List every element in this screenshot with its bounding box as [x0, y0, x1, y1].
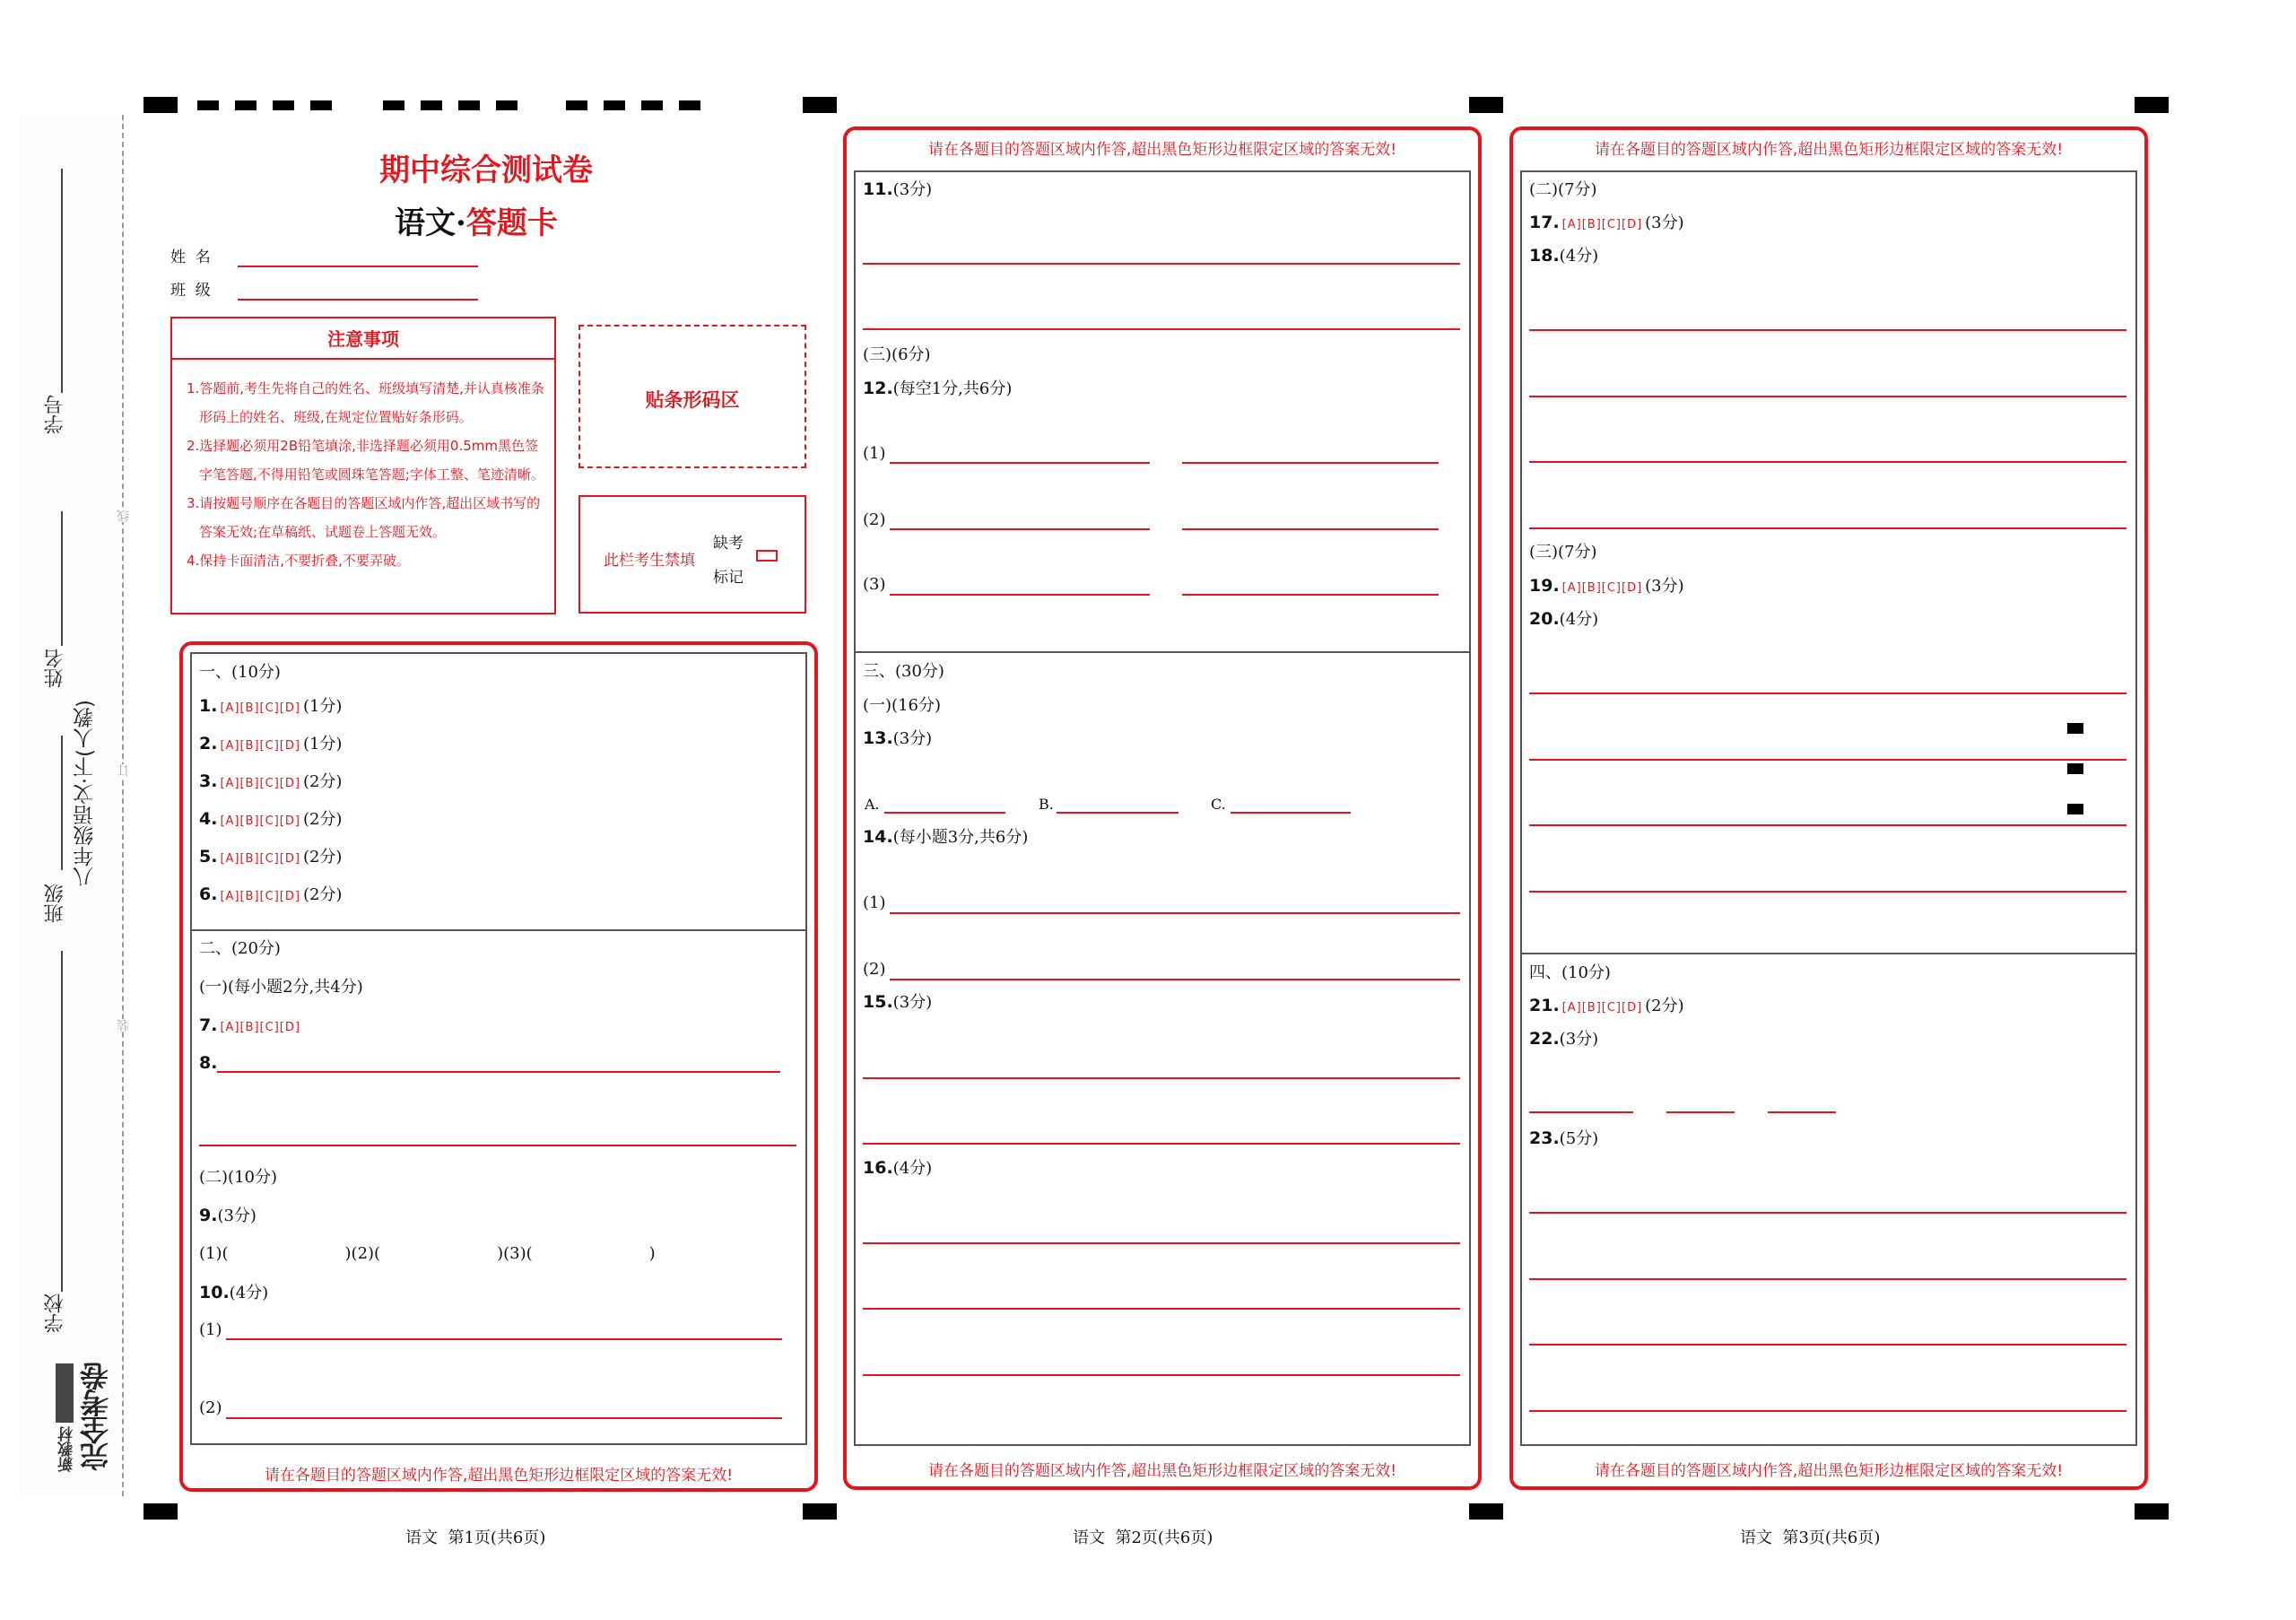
option-a: A.	[865, 796, 880, 813]
q-num: 20.	[1529, 609, 1560, 629]
timing-mark	[1469, 97, 1503, 113]
student-id-label: 学号	[44, 395, 66, 434]
subsection-heading: (三)(7分)	[1529, 543, 1597, 562]
answer-bubbles[interactable]: [A][B][C][D]	[220, 852, 300, 866]
choice-row	[1529, 997, 1684, 1015]
timing-mark	[197, 100, 219, 110]
answer-line[interactable]	[217, 1071, 780, 1073]
brand-logo-top: 新教材	[58, 1426, 76, 1472]
section-heading: 二、(20分)	[199, 939, 281, 958]
sub-label: (2)	[199, 1398, 222, 1417]
notice-list	[172, 360, 554, 575]
timing-mark	[803, 1503, 837, 1520]
absent-label-2: 标记	[713, 569, 744, 587]
q-label	[199, 1207, 257, 1224]
timing-mark	[1469, 1503, 1503, 1520]
warning-text: 请在各题目的答题区域内作答,超出黑色矩形边框限定区域的答案无效!	[1594, 1462, 2064, 1480]
position-mark	[2067, 804, 2083, 814]
answer-line[interactable]	[1529, 692, 2126, 694]
answer-line[interactable]	[1182, 594, 1439, 596]
position-mark	[2067, 723, 2083, 734]
answer-line[interactable]	[1768, 1111, 1836, 1113]
subsection-heading: (二)(7分)	[1529, 180, 1597, 199]
choice-row	[1529, 214, 1684, 231]
q-num: 11.	[863, 179, 893, 199]
subtitle-card: 答题卡	[465, 205, 558, 241]
timing-mark	[421, 100, 442, 110]
q-label	[1529, 1031, 1598, 1048]
q-num: 7.	[199, 1015, 218, 1035]
answer-bubbles[interactable]: [A][B][C][D]	[220, 701, 300, 715]
answer-bubbles[interactable]: [A][B][C][D]	[1561, 581, 1643, 595]
section-heading: 三、(30分)	[863, 662, 944, 681]
binding-mark-ding: 订	[117, 764, 131, 777]
choice-row	[199, 773, 342, 790]
score: (3分)	[217, 1206, 257, 1225]
binding-mark-xian: 线	[117, 510, 131, 522]
timing-mark	[641, 100, 663, 110]
choice-row	[1529, 578, 1684, 595]
timing-mark	[310, 100, 332, 110]
warning-text: 请在各题目的答题区域内作答,超出黑色矩形边框限定区域的答案无效!	[264, 1467, 734, 1485]
q-num: 10.	[199, 1283, 230, 1302]
answer-line[interactable]	[890, 528, 1150, 530]
answer-bubbles[interactable]: [A][B][C][D]	[1561, 1001, 1643, 1015]
absent-checkbox[interactable]	[756, 550, 778, 562]
answer-line[interactable]	[1529, 824, 2126, 826]
subsection-heading: (三)(6分)	[863, 345, 931, 364]
timing-mark	[803, 97, 837, 113]
barcode-label: 贴条形码区	[645, 389, 740, 411]
absent-box	[578, 495, 806, 614]
answer-line[interactable]	[1529, 396, 2126, 397]
score: (1分)	[302, 735, 343, 753]
brand-logo-box	[56, 1363, 74, 1423]
course-label: 八年级语文·下(人教)	[74, 700, 97, 888]
q-num: 1.	[199, 696, 218, 716]
choice-row	[199, 736, 342, 753]
timing-mark	[679, 100, 700, 110]
score: (3分)	[892, 993, 933, 1012]
answer-line[interactable]	[863, 1077, 1460, 1079]
q-num: 9.	[199, 1206, 218, 1225]
answer-bubbles[interactable]: [A][B][C][D]	[220, 890, 300, 903]
answer-line[interactable]	[226, 1338, 782, 1340]
notice-title: 注意事项	[172, 318, 554, 360]
timing-mark	[383, 100, 404, 110]
subsection-heading: (二)(10分)	[199, 1168, 277, 1187]
q-num: 18.	[1529, 246, 1560, 266]
position-mark	[2067, 763, 2083, 774]
notice-item: 3.请按题号顺序在各题目的答题区域内作答,超出区域书写的答案无效;在草稿纸、试题卷上答题无效。	[187, 495, 541, 540]
score: (3分)	[1559, 1030, 1599, 1049]
page-footer: 语文 第2页(共6页)	[1073, 1529, 1213, 1547]
answer-line[interactable]	[863, 1143, 1460, 1145]
q-num: 13.	[863, 728, 893, 748]
q-num: 17.	[1529, 213, 1560, 232]
q-label	[863, 730, 932, 747]
timing-mark	[458, 100, 480, 110]
q-num: 12.	[863, 379, 893, 398]
score: (2分)	[302, 848, 343, 867]
answer-line[interactable]	[1182, 528, 1439, 530]
q-num: 2.	[199, 734, 218, 753]
answer-line[interactable]	[863, 1242, 1460, 1244]
choice-row	[199, 849, 342, 866]
q-label	[863, 829, 1028, 846]
q-label	[1529, 1130, 1598, 1147]
page-footer: 语文 第3页(共6页)	[1740, 1529, 1881, 1547]
answer-line[interactable]	[863, 1308, 1460, 1310]
q9-answers[interactable]	[199, 1246, 656, 1262]
barcode-area	[578, 325, 806, 468]
answer-bubbles[interactable]: [A][B][C][D]	[220, 777, 300, 790]
answer-line[interactable]	[890, 912, 1460, 914]
q9-part-1: (1)(	[199, 1244, 229, 1263]
answer-line[interactable]	[1231, 812, 1351, 814]
timing-mark	[273, 100, 294, 110]
score: (2分)	[302, 772, 343, 791]
answer-line[interactable]	[863, 1374, 1460, 1376]
q-num: 21.	[1529, 996, 1560, 1015]
q-label	[863, 994, 932, 1011]
sidebar-line	[61, 951, 63, 1292]
section-divider	[190, 929, 807, 931]
answer-line[interactable]	[1529, 1410, 2126, 1412]
score: (2分)	[302, 810, 343, 829]
class-label-side: 班级	[44, 884, 66, 923]
subsection-heading: (一)(16分)	[863, 696, 941, 715]
timing-mark	[496, 100, 517, 110]
sub-label: (1)	[863, 893, 886, 912]
timing-mark	[235, 100, 257, 110]
brand-logo	[52, 1363, 111, 1489]
brand-logo-main: 完全考卷	[79, 1363, 113, 1471]
sidebar-line	[61, 169, 63, 393]
sub-label: (1)	[199, 1320, 222, 1339]
score: (4分)	[1559, 610, 1599, 629]
sidebar-line	[61, 736, 63, 870]
score: (3分)	[892, 180, 933, 199]
binding-line	[122, 115, 124, 1496]
page-subtitle	[395, 198, 558, 242]
timing-mark	[2135, 1503, 2169, 1520]
q-num: 22.	[1529, 1029, 1560, 1049]
q-label	[863, 380, 1012, 397]
answer-line[interactable]	[199, 1145, 796, 1146]
q-label	[1529, 611, 1598, 628]
q-num: 19.	[1529, 576, 1560, 596]
section-heading: 一、(10分)	[199, 663, 281, 682]
sub-label: (2)	[863, 960, 886, 979]
q9-part-2: )(2)(	[344, 1244, 381, 1263]
score: (5分)	[1559, 1129, 1599, 1148]
option-b: B.	[1039, 796, 1054, 813]
answer-line[interactable]	[1529, 1344, 2126, 1346]
option-c: C.	[1211, 796, 1226, 813]
q-label	[1529, 248, 1598, 265]
choice-row	[199, 886, 342, 903]
q-label	[863, 1160, 932, 1177]
sub-label: (2)	[863, 510, 886, 529]
choice-row	[199, 811, 342, 828]
q-num: 23.	[1529, 1128, 1560, 1148]
warning-text: 请在各题目的答题区域内作答,超出黑色矩形边框限定区域的答案无效!	[927, 141, 1397, 159]
answer-bubbles[interactable]: [A][B][C][D]	[1561, 218, 1643, 231]
q-num: 15.	[863, 992, 893, 1012]
subsection-heading: (一)(每小题2分,共4分)	[199, 978, 363, 997]
score: (3分)	[892, 729, 933, 748]
answer-line[interactable]	[890, 979, 1460, 980]
binding-mark-zhuang: 装	[117, 1019, 131, 1032]
q-num: 6.	[199, 884, 218, 904]
warning-text: 请在各题目的答题区域内作答,超出黑色矩形边框限定区域的答案无效!	[1594, 141, 2064, 159]
answer-line[interactable]	[1529, 1111, 1633, 1113]
answer-box-2	[854, 170, 1471, 1446]
answer-bubbles[interactable]: [A][B][C][D]	[220, 814, 300, 828]
score: (1分)	[302, 697, 343, 716]
answer-box-1	[190, 652, 807, 1445]
sub-label: (3)	[863, 575, 886, 594]
sub-label: (1)	[863, 444, 886, 463]
score: (3分)	[1645, 213, 1684, 232]
q-num: 8.	[199, 1053, 218, 1073]
notice-item: 4.保持卡面清洁,不要折叠,不要弄破。	[187, 553, 410, 569]
choice-row	[199, 1017, 303, 1034]
answer-line[interactable]	[1182, 462, 1439, 464]
notice-item: 1.答题前,考生先将自己的姓名、班级填写清楚,并认真核准条形码上的姓名、班级,在规定位置贴好条形码。	[187, 380, 544, 425]
timing-mark	[2135, 97, 2169, 113]
answer-line[interactable]	[1529, 759, 2126, 761]
school-label: 学校	[44, 1293, 66, 1333]
notice-box	[170, 317, 556, 614]
answer-line[interactable]	[226, 1417, 782, 1419]
q-label	[863, 181, 932, 198]
answer-line[interactable]	[863, 263, 1460, 265]
name-field[interactable]	[238, 266, 478, 267]
score: (2分)	[1645, 997, 1684, 1015]
class-label: 班 级	[170, 282, 211, 300]
answer-line[interactable]	[1666, 1111, 1735, 1113]
choice-row	[199, 698, 342, 715]
absent-label-1: 缺考	[713, 535, 744, 553]
score: (3分)	[1645, 577, 1684, 596]
q-num: 5.	[199, 847, 218, 867]
score: (4分)	[892, 1159, 933, 1178]
timing-mark	[604, 100, 625, 110]
page-footer: 语文 第1页(共6页)	[405, 1529, 546, 1547]
answer-line[interactable]	[1529, 527, 2126, 529]
sidebar-line	[61, 511, 63, 646]
answer-line[interactable]	[884, 812, 1005, 814]
subtitle-subject: 语文·	[395, 205, 466, 241]
score: (4分)	[229, 1284, 269, 1302]
q9-part-4: )	[648, 1244, 656, 1263]
section-divider	[854, 651, 1471, 653]
answer-line[interactable]	[863, 328, 1460, 330]
q-num: 16.	[863, 1158, 893, 1178]
answer-bubbles[interactable]: [A][B][C][D]	[220, 1021, 300, 1034]
answer-line[interactable]	[890, 462, 1150, 464]
timing-mark	[566, 100, 587, 110]
notice-item: 2.选择题必须用2B铅笔填涂,非选择题必须用0.5mm黑色签字笔答题,不得用铅笔或圆珠笔答题;字体工整、笔迹清晰。	[187, 438, 544, 483]
name-label: 姓 名	[170, 248, 211, 266]
q-num: 14.	[863, 827, 893, 847]
timing-mark	[144, 1503, 178, 1520]
score: (4分)	[1559, 247, 1599, 266]
section-heading: 四、(10分)	[1529, 963, 1611, 982]
answer-line[interactable]	[890, 594, 1150, 596]
warning-text: 请在各题目的答题区域内作答,超出黑色矩形边框限定区域的答案无效!	[927, 1462, 1397, 1480]
answer-line[interactable]	[1529, 891, 2126, 893]
answer-line[interactable]	[1529, 329, 2126, 331]
score: (2分)	[302, 885, 343, 904]
q-num: 3.	[199, 771, 218, 791]
page-title: 期中综合测试卷	[379, 152, 593, 188]
class-field[interactable]	[238, 299, 478, 300]
absent-note: 此栏考生禁填	[604, 552, 695, 570]
score: (每小题3分,共6分)	[892, 828, 1029, 847]
answer-line[interactable]	[1529, 1212, 2126, 1214]
answer-line[interactable]	[1529, 461, 2126, 463]
q9-part-3: )(3)(	[497, 1244, 533, 1263]
section-divider	[1520, 953, 2137, 954]
student-name-label: 姓名	[44, 649, 66, 688]
answer-line[interactable]	[1057, 812, 1178, 814]
answer-line[interactable]	[1529, 1278, 2126, 1280]
q-label	[199, 1285, 268, 1302]
answer-bubbles[interactable]: [A][B][C][D]	[220, 739, 300, 753]
answer-box-3	[1520, 170, 2137, 1446]
score: (每空1分,共6分)	[892, 379, 1013, 398]
timing-mark	[144, 97, 178, 113]
q-num: 4.	[199, 809, 218, 829]
q-label	[199, 1055, 217, 1072]
